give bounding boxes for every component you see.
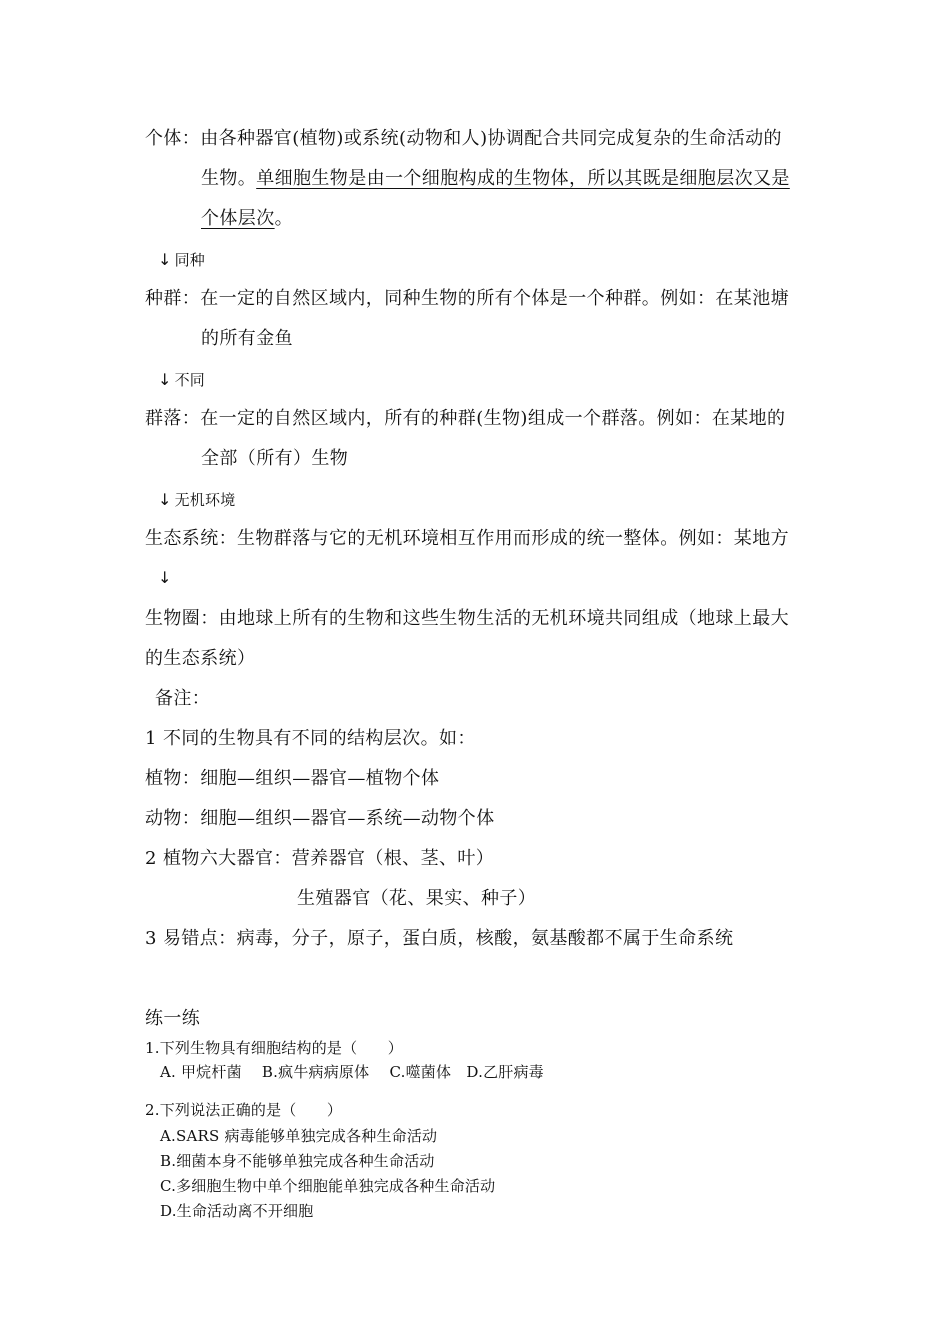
question-2-option-b: B.细菌本身不能够单独完成各种生命活动 [160, 1152, 435, 1170]
arrow-different-species [158, 370, 205, 390]
note-1: 1 不同的生物具有不同的结构层次。如： [145, 728, 476, 749]
community-line-2: 全部（所有）生物 [201, 448, 349, 469]
arrow-to-biosphere [158, 568, 175, 588]
down-arrow-icon: ↓ [158, 490, 172, 509]
individual-line-2 [201, 168, 790, 190]
ecosystem-line-1: 生态系统：生物群落与它的无机环境相互作用而形成的统一整体。例如：某地方 [145, 528, 789, 549]
note-2-reproductive: 生殖器官（花、果实、种子） [297, 888, 537, 909]
note-3: 3 易错点：病毒，分子，原子，蛋白质，核酸，氨基酸都不属于生命系统 [145, 928, 734, 949]
arrow-same-species [158, 250, 205, 270]
question-1-stem: 1.下列生物具有细胞结构的是（ ） [145, 1039, 403, 1057]
individual-label: 个体： [145, 128, 201, 149]
arrow-label-different: 不同 [174, 371, 206, 389]
individual-text-1: 由各种器官(植物)或系统(动物和人)协调配合共同完成复杂的生命活动的 [200, 128, 782, 149]
community-line-1: 群落：在一定的自然区域内，所有的种群(生物)组成一个群落。例如：在某地的 [145, 408, 786, 429]
note-animal: 动物：细胞—组织—器官—系统—动物个体 [145, 808, 495, 829]
individual-underlined-3: 个体层次 [201, 208, 275, 229]
question-2-option-a: A.SARS 病毒能够单独完成各种生命活动 [160, 1127, 438, 1145]
biosphere-line-1: 生物圈：由地球上所有的生物和这些生物生活的无机环境共同组成（地球上最大 [145, 608, 789, 629]
down-arrow-icon: ↓ [158, 568, 172, 587]
practice-heading: 练一练 [145, 1008, 201, 1029]
individual-line-3 [201, 208, 293, 230]
note-2-vegetative: 2 植物六大器官：营养器官（根、茎、叶） [145, 848, 495, 869]
question-1-options: A. 甲烷杆菌 B.疯牛病病原体 C.噬菌体 D.乙肝病毒 [160, 1063, 544, 1081]
arrow-inorganic-environment [158, 490, 235, 510]
individual-line-1 [145, 128, 782, 150]
individual-underlined-2: 单细胞生物是由一个细胞构成的生物体，所以其既是细胞层次又是 [256, 168, 790, 189]
population-line-2: 的所有金鱼 [201, 328, 293, 349]
individual-text-2: 生物。 [201, 168, 257, 189]
down-arrow-icon: ↓ [158, 370, 172, 389]
question-2-option-d: D.生命活动离不开细胞 [160, 1202, 314, 1220]
question-2-stem: 2.下列说法正确的是（ ） [145, 1101, 343, 1119]
individual-text-3-end: 。 [274, 208, 294, 229]
biosphere-line-2: 的生态系统） [145, 648, 256, 669]
arrow-label-same-species: 同种 [174, 251, 206, 269]
notes-heading: 备注： [155, 688, 211, 709]
down-arrow-icon: ↓ [158, 250, 172, 269]
arrow-label-inorganic: 无机环境 [174, 491, 236, 509]
question-2-option-c: C.多细胞生物中单个细胞能单独完成各种生命活动 [160, 1177, 496, 1195]
note-plant: 植物：细胞—组织—器官—植物个体 [145, 768, 440, 789]
population-line-1: 种群：在一定的自然区域内，同种生物的所有个体是一个种群。例如：在某池塘 [145, 288, 789, 309]
